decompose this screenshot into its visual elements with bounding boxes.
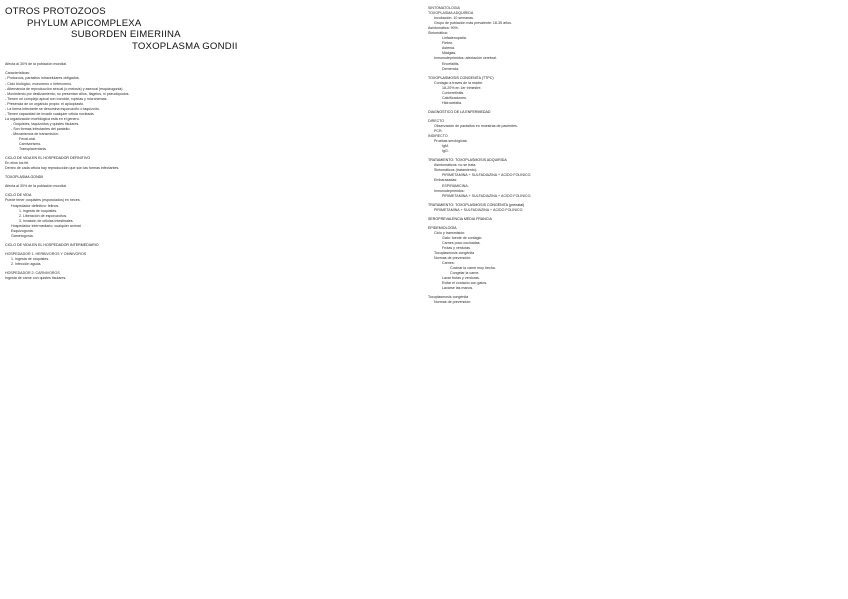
text-line: - Ooquistes, taquizoítos y quistes tisulares. — [11, 121, 80, 126]
text-line: En ellos los fel. — [5, 161, 30, 166]
right-column-body — [428, 6, 840, 305]
text-line: - Ciclo biológico, monoxeno o heteroxeno. — [5, 81, 73, 86]
text-line: - Presencia de un orgánulo propio: el apicoplasto. — [5, 101, 85, 106]
text-line: PIRIMETAMINA + SULFADIAZINA + ÁCIDO FOLÍNICO. — [442, 173, 532, 178]
text-line: 2. Liberación de esporozoítos. — [19, 213, 68, 218]
text-line: Hospedador definitivo: felinos. — [11, 203, 60, 208]
text-line: 18-20% en 1er trimestre. — [442, 85, 482, 90]
left-column-body — [5, 62, 411, 281]
title-line: PHYLUM APICOMPLEXA — [27, 17, 142, 29]
text-line: Carnivorismo. — [19, 142, 42, 147]
title-line: SUBORDEN EIMERIINA — [71, 29, 181, 41]
text-line: SEROPREVALENCIA MEDIA FRANCIA — [428, 216, 492, 221]
text-line: DIAGNÓSTICO DE LA ENFERMEDAD — [428, 109, 491, 114]
text-line: Coriorretinitis. — [442, 90, 465, 95]
text-line: TRATAMIENTO: TOXOPLASMOSIS ADQUIRIDA — [428, 158, 507, 163]
text-line: Gato: fuente de contagio. — [442, 235, 483, 240]
text-line: Asintomática: 90%. — [428, 26, 459, 31]
text-line: - Mecanismos de transmisión: — [11, 131, 59, 136]
text-line: - Alternancia de reproducción sexual (o meiosis) y asexual (esquizogonia). — [5, 86, 124, 91]
text-line: Carnes poco cocinadas. — [442, 240, 481, 245]
text-line: Afecta al 30% de la población mundial. — [5, 62, 67, 67]
text-line: Pruebas serológicas: — [434, 139, 468, 144]
text-line: - Tienen un complejo apical con conoide, roptrias y micronemas. — [5, 96, 108, 101]
text-line: Normas de prevención: — [434, 256, 472, 261]
text-line: Afecta al 30% de la población mundial. — [5, 184, 67, 189]
text-line: Sintomáticos (tratamiento): — [434, 168, 477, 173]
text-line: Toxoplasmosis congénita — [428, 295, 469, 300]
text-line: Gametogonia. — [11, 233, 34, 238]
text-line: - Protozoos, parásitos intracelulares obligados. — [5, 76, 80, 81]
text-line: Transplacentaria. — [19, 147, 47, 152]
text-line: Ciclo y transmisión: — [434, 230, 466, 235]
text-line: Ingesta de carne con quistes tisulares. — [5, 276, 67, 281]
text-line: PCR. — [434, 129, 443, 134]
text-line: Hidrocefalia. — [442, 100, 462, 105]
title-line: TOXOPLASMA GONDII — [132, 40, 238, 52]
text-line: Hospedador intermediario: cualquier animal. — [11, 223, 82, 228]
text-line: 3. Invasión de células intestinales. — [19, 218, 74, 223]
text-line: - La forma infectante se denomina esporozoíto o taquizoíto. — [5, 106, 100, 111]
text-line: Contagio a través de la madre. — [434, 80, 484, 85]
text-line: IgM. — [442, 144, 449, 149]
text-line: Esquizogonia. — [11, 228, 34, 233]
text-line: TOXOPLASMOSIS CONGENITA (TTPC) — [428, 75, 494, 80]
text-line: Inmunodeprimidos: afectación cerebral. — [434, 56, 497, 61]
text-line: CICLO DE VIDA EN EL HOSPEDADOR INTERMEDIARIO — [5, 242, 99, 247]
text-line: Incubación: 10 semanas. — [434, 16, 474, 21]
text-line: EPIDEMIOLOGÍA — [428, 225, 457, 230]
text-line: Lavar frutas y verduras. — [442, 276, 480, 281]
text-line: Puede tener ooquistes (esporulados) en heces. — [5, 198, 81, 203]
text-line: Cocinar la carne muy hecha. — [450, 266, 496, 271]
text-line: - Son formas infectantes del parásito. — [11, 126, 71, 131]
text-line: Calcificaciones. — [442, 95, 467, 100]
text-line: - Movimiento por deslizamiento; no presentan cilios, flagelos, ni pseudópodos. — [5, 91, 130, 96]
text-line: TOXOPLASMA ADQUIRIDA — [428, 11, 474, 16]
text-line: CICLO DE VIDA EN EL HOSPEDADOR DEFINITIVO — [5, 156, 91, 161]
text-line: Frutas y verduras. — [442, 245, 471, 250]
text-line: Fiebre. — [442, 41, 454, 46]
text-line: Grupo de población más prevalente: 18-35 años. — [434, 21, 512, 26]
text-line: Linfadenopatía. — [442, 36, 467, 41]
text-line: Mialgias. — [442, 51, 457, 56]
text-line: HOSPEDADOR 1: HERBIVOROS Y OMNIVOROS — [5, 251, 87, 256]
right-column — [428, 6, 840, 596]
text-line: SINTOMATOLOGÍA — [428, 6, 460, 10]
text-line: Toxoplasmosis congénita — [434, 251, 475, 256]
text-line: Encefalitis. — [442, 61, 460, 66]
text-line: INDIRECTO — [428, 134, 448, 139]
text-line: Inmunodeprimidos: — [434, 188, 465, 193]
text-line: PIRIMETAMINA + SULFADIAZINA + ÁCIDO FOLÍNICO. — [442, 193, 532, 198]
text-line: Fecal-oral. — [19, 137, 36, 142]
title-line: OTROS PROTOZOOS — [5, 6, 106, 17]
text-line: TOXOPLASMA GONDII — [5, 175, 44, 180]
text-line: La organización morfológica está en el genero. — [5, 116, 80, 121]
text-line: Observación de parásitos en muestras de pacientes. — [434, 123, 518, 128]
document-title — [5, 6, 411, 52]
text-line: Características: — [5, 71, 30, 76]
text-line: Carnes: — [442, 261, 455, 266]
text-line: HOSPEDADOR 2: CARNIVOROS — [5, 271, 60, 276]
text-line: ESPIRAMICINA. — [442, 183, 469, 188]
text-line: Embarazadas: — [434, 178, 458, 183]
left-column — [5, 6, 411, 596]
text-line: Normas de prevención: — [434, 300, 472, 305]
text-line: Congelar la carne. — [450, 271, 480, 276]
text-line: TRATAMIENTO: TOXOPLASMOSIS CONGÉNITA (prenatal) — [428, 202, 525, 207]
text-line: CICLO DE VIDA — [5, 193, 32, 198]
text-line: PIRIMETAMINA + SULFADIAZINA + ÁCIDO FOLÍNICO. — [434, 207, 524, 212]
text-line: Evitar el contacto con gatos. — [442, 281, 488, 286]
text-line: Asintomáticos: no se trata. — [434, 163, 477, 168]
text-line: 1. Ingesta de ooquistes. — [11, 256, 50, 261]
text-line: Sintomática: — [428, 31, 448, 36]
text-line: - Tienen capacidad de invadir cualquier célula nucleada. — [5, 111, 95, 116]
text-line: Dentro de cada célula hay reproducción que son las formas infectantes. — [5, 166, 120, 171]
text-line: Demencia. — [442, 66, 460, 71]
text-line: Astenia. — [442, 46, 455, 51]
text-line: DIRECTO — [428, 118, 445, 123]
text-line: IgG. — [442, 149, 449, 154]
text-line: Lavarse las manos. — [442, 286, 474, 291]
text-line: 1. Ingesta de ooquistes. — [19, 208, 58, 213]
text-line: 2. Infección aguda. — [11, 261, 42, 266]
